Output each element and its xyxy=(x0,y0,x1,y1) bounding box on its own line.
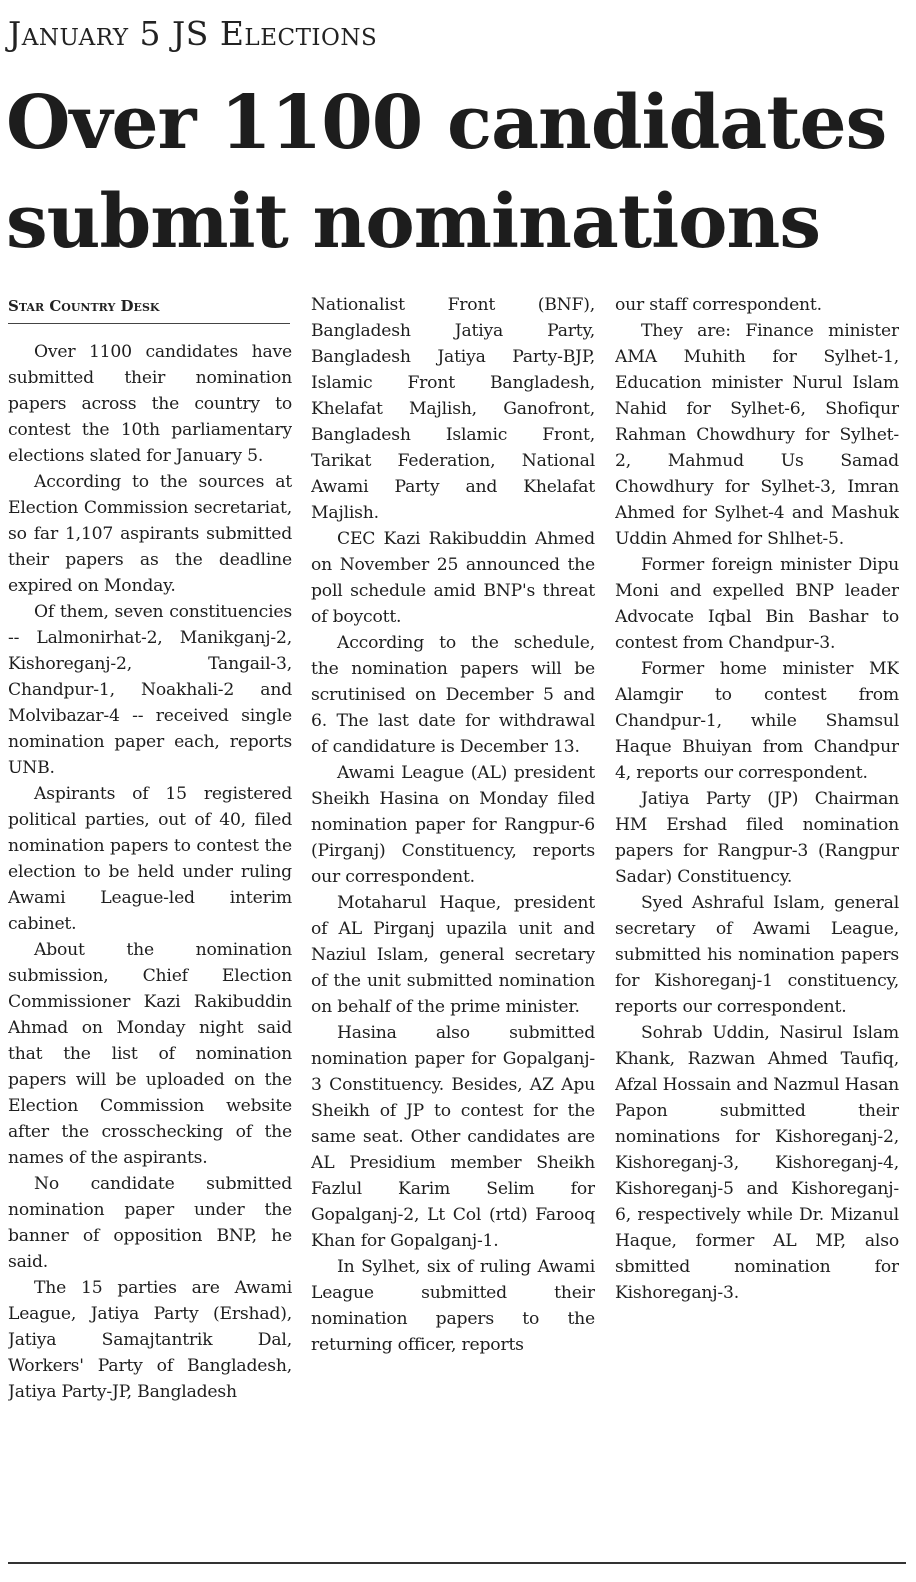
paragraph: Sohrab Uddin, Nasirul Islam Khank, Razwan Ahmed Taufiq, Afzal Hossain and Nazmul Hasan Papon submitted their nominations for Kishoreganj-2, Kishoreganj-3, Kishoreganj-4, Kishoreganj-5 and Kishoreganj-6, respectively while Dr. Mizanul Haque, former AL MP, also sbmitted nomination for Kishoreganj-3. xyxy=(615,1023,899,1303)
paragraph: Aspirants of 15 registered political parties, out of 40, filed nomination papers to contest the election to be held under ruling Awami League-led interim cabinet. xyxy=(8,784,292,934)
paragraph: Hasina also submitted nomination paper for Gopalganj-3 Constituency. Besides, AZ Apu Sheikh of JP to contest for the same seat. Other candidates are AL Presidium member Sheikh Fazlul Karim Selim for Gopalganj-2, Lt Col (rtd) Farooq Khan for Gopalganj-1. xyxy=(311,1023,595,1251)
paragraph: In Sylhet, six of ruling Awami League submitted their nomination papers to the returning officer, reports xyxy=(311,1257,595,1355)
paragraph: Motaharul Haque, president of AL Pirganj upazila unit and Naziul Islam, general secretary of the unit submitted nomination on behalf of the prime minister. xyxy=(311,893,595,1017)
bottom-rule xyxy=(8,1562,906,1564)
article-column-2 xyxy=(311,292,595,1552)
paragraph: They are: Finance minister AMA Muhith for Sylhet-1, Education minister Nurul Islam Nahid for Sylhet-6, Shofiqur Rahman Chowdhury for Sylhet-2, Mahmud Us Samad Chowdhury for Sylhet-3, Imran Ahmed for Sylhet-4 and Mashuk Uddin Ahmed for Shlhet-5. xyxy=(615,321,899,549)
paragraph: Syed Ashraful Islam, general secretary of Awami League, submitted his nomination papers for Kishoreganj-1 constituency, reports our correspondent. xyxy=(615,893,899,1017)
byline: Star Country Desk xyxy=(8,297,160,315)
paragraph: Former home minister MK Alamgir to contest from Chandpur-1, while Shamsul Haque Bhuiyan from Chandpur 4, reports our correspondent. xyxy=(615,659,899,783)
paragraph: Jatiya Party (JP) Chairman HM Ershad filed nomination papers for Rangpur-3 (Rangpur Sadar) Constituency. xyxy=(615,789,899,887)
article-column-3 xyxy=(615,292,899,1552)
headline: Over 1100 candidates submit nominations xyxy=(6,80,887,265)
paragraph: Awami League (AL) president Sheikh Hasina on Monday filed nomination paper for Rangpur-6 (Pirganj) Constituency, reports our correspondent. xyxy=(311,763,595,887)
section-kicker: January 5 JS Elections xyxy=(8,14,378,53)
paragraph: According to the schedule, the nomination papers will be scrutinised on December 5 and 6. The last date for withdrawal of candidature is December 13. xyxy=(311,633,595,757)
article-column-1 xyxy=(8,339,292,1551)
paragraph: About the nomination submission, Chief Election Commissioner Kazi Rakibuddin Ahmad on Monday night said that the list of nomination papers will be uploaded on the Election Commission website after the crosschecking of the names of the aspirants. xyxy=(8,940,292,1168)
paragraph-continued: our staff correspondent. xyxy=(615,295,822,315)
paragraph: Of them, seven constituencies -- Lalmonirhat-2, Manikganj-2, Kishoreganj-2, Tangail-3, Chandpur-1, Noakhali-2 and Molvibazar-4 -- received single nomination paper each, reports UNB. xyxy=(8,602,292,778)
paragraph: Over 1100 candidates have submitted their nomination papers across the country to contest the 10th parliamentary elections slated for January 5. xyxy=(8,342,292,466)
paragraph: According to the sources at Election Commission secretariat, so far 1,107 aspirants submitted their papers as the deadline expired on Monday. xyxy=(8,472,292,596)
paragraph: CEC Kazi Rakibuddin Ahmed on November 25 announced the poll schedule amid BNP's threat of boycott. xyxy=(311,529,595,627)
paragraph: No candidate submitted nomination paper under the banner of opposition BNP, he said. xyxy=(8,1174,292,1272)
byline-rule xyxy=(8,323,290,324)
paragraph-continued: Nationalist Front (BNF), Bangladesh Jatiya Party, Bangladesh Jatiya Party-BJP, Islamic Front Bangladesh, Khelafat Majlish, Ganofront, Bangladesh Islamic Front, Tarikat Federation, National Awami Party and Khelafat Majlish. xyxy=(311,295,595,523)
paragraph: The 15 parties are Awami League, Jatiya Party (Ershad), Jatiya Samajtantrik Dal, Workers' Party of Bangladesh, Jatiya Party-JP, Bangladesh xyxy=(8,1278,292,1402)
paragraph: Former foreign minister Dipu Moni and expelled BNP leader Advocate Iqbal Bin Bashar to contest from Chandpur-3. xyxy=(615,555,899,653)
